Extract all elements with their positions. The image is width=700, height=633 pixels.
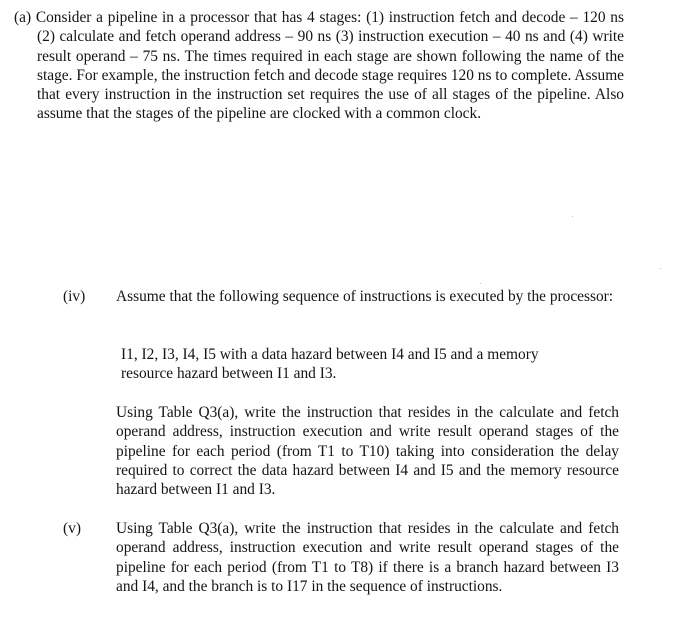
part-iv-task: Using Table Q3(a), write the instruction that resides in the calculate and fetch operand address, instruction execution and write result operand stages of the pipeline for each period (from T1 to T10) taking into consideration the delay required to correct the data hazard between I4 and I5 and the memory resource hazard between I1 and I3. <box>116 404 619 499</box>
part-iv-label: (iv) <box>63 288 86 305</box>
scan-speck <box>572 216 573 217</box>
part-v-label: (v) <box>63 520 81 537</box>
scan-speck <box>480 283 481 284</box>
question-label: (a) <box>14 9 32 26</box>
part-iv-intro: Assume that the following sequence of instructions is executed by the processor: <box>116 288 614 305</box>
part-v-task: Using Table Q3(a), write the instruction that resides in the calculate and fetch operand address, instruction execution and write result operand stages of the pipeline for each period (from T1 to T8) if there is a branch hazard between I3 and I4, and the branch is to I17 in the sequence of instructions. <box>116 520 619 595</box>
part-iv-sequence: I1, I2, I3, I4, I5 with a data hazard between I4 and I5 and a memory resource hazard between I1 and I3. <box>121 346 539 383</box>
question-a <box>14 8 624 124</box>
question-text: Consider a pipeline in a processor that has 4 stages: (1) instruction fetch and decode – 120 ns (2) calculate and fetch operand address – 90 ns (3) instruction execution – 40 ns and (4) write result operand – 75 ns. The times required in each stage are shown following the name of the stage. For example, the instruction fetch and decode stage requires 120 ns to complete. Assume that every instruction in the instruction set requires the use of all stages of the pipeline. Also assume that the stages of the pipeline are clocked with a common clock. <box>35 9 624 123</box>
scan-speck <box>660 268 661 269</box>
